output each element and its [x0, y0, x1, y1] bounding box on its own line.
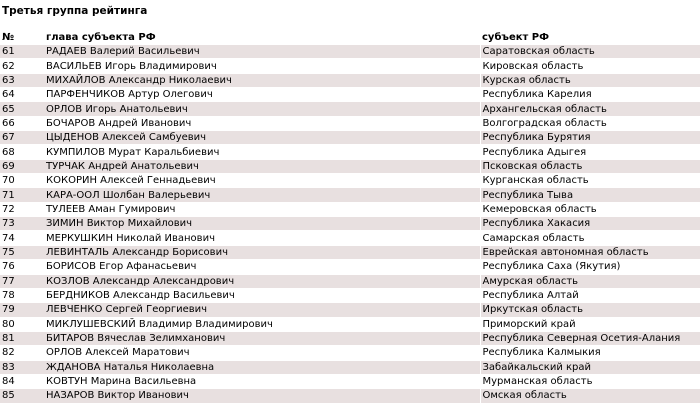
head-name: КАРА-ООЛ Шолбан Валерьевич [44, 188, 480, 202]
row-number: 80 [0, 317, 44, 331]
head-name: БОРИСОВ Егор Афанасьевич [44, 260, 480, 274]
row-number: 74 [0, 231, 44, 245]
subject-name: Самарская область [480, 231, 700, 245]
subject-name: Республика Карелия [480, 88, 700, 102]
table-body [0, 45, 700, 403]
head-name: ТУЛЕЕВ Аман Гумирович [44, 202, 480, 216]
subject-name: Республика Адыгея [480, 145, 700, 159]
head-name: НАЗАРОВ Виктор Иванович [44, 389, 480, 403]
rating-table [0, 30, 700, 404]
row-number: 65 [0, 102, 44, 116]
subject-name: Республика Калмыкия [480, 346, 700, 360]
head-name: ОРЛОВ Игорь Анатольевич [44, 102, 480, 116]
subject-name: Республика Бурятия [480, 131, 700, 145]
table-row [0, 217, 700, 231]
head-name: МИКЛУШЕВСКИЙ Владимир Владимирович [44, 317, 480, 331]
row-number: 64 [0, 88, 44, 102]
subject-name: Забайкальский край [480, 360, 700, 374]
head-name: ПАРФЕНЧИКОВ Артур Олегович [44, 88, 480, 102]
table-row [0, 88, 700, 102]
row-number: 78 [0, 288, 44, 302]
row-number: 61 [0, 45, 44, 59]
subject-name: Мурманская область [480, 374, 700, 388]
table-row [0, 260, 700, 274]
row-number: 84 [0, 374, 44, 388]
row-number: 83 [0, 360, 44, 374]
table-row [0, 59, 700, 73]
head-name: ВАСИЛЬЕВ Игорь Владимирович [44, 59, 480, 73]
head-name: БИТАРОВ Вячеслав Зелимханович [44, 331, 480, 345]
head-name: ОРЛОВ Алексей Маратович [44, 346, 480, 360]
table-row [0, 202, 700, 216]
table-row [0, 116, 700, 130]
column-header-head: глава субъекта РФ [46, 32, 156, 43]
head-name: ЦЫДЕНОВ Алексей Самбуевич [44, 131, 480, 145]
subject-name: Еврейская автономная область [480, 245, 700, 259]
table-row [0, 331, 700, 345]
table-row [0, 245, 700, 259]
table-row [0, 346, 700, 360]
head-name: ЗИМИН Виктор Михайлович [44, 217, 480, 231]
head-name: БОЧАРОВ Андрей Иванович [44, 116, 480, 130]
table-header-row [0, 30, 700, 45]
subject-name: Курская область [480, 73, 700, 87]
subject-name: Приморский край [480, 317, 700, 331]
row-number: 63 [0, 73, 44, 87]
row-number: 76 [0, 260, 44, 274]
head-name: ТУРЧАК Андрей Анатольевич [44, 159, 480, 173]
subject-name: Саратовская область [480, 45, 700, 59]
table-row [0, 102, 700, 116]
table-row [0, 317, 700, 331]
subject-name: Республика Саха (Якутия) [480, 260, 700, 274]
subject-name: Курганская область [480, 174, 700, 188]
head-name: КОЗЛОВ Александр Александрович [44, 274, 480, 288]
subject-name: Иркутская область [480, 303, 700, 317]
row-number: 75 [0, 245, 44, 259]
row-number: 72 [0, 202, 44, 216]
subject-name: Кировская область [480, 59, 700, 73]
head-name: РАДАЕВ Валерий Васильевич [44, 45, 480, 59]
head-name: МИХАЙЛОВ Александр Николаевич [44, 73, 480, 87]
table-row [0, 188, 700, 202]
subject-name: Омская область [480, 389, 700, 403]
table-row [0, 73, 700, 87]
subject-name: Кемеровская область [480, 202, 700, 216]
head-name: КОВТУН Марина Васильевна [44, 374, 480, 388]
row-number: 71 [0, 188, 44, 202]
row-number: 67 [0, 131, 44, 145]
table-row [0, 131, 700, 145]
row-number: 69 [0, 159, 44, 173]
head-name: КУМПИЛОВ Мурат Каральбиевич [44, 145, 480, 159]
table-row [0, 231, 700, 245]
head-name: ЖДАНОВА Наталья Николаевна [44, 360, 480, 374]
row-number: 66 [0, 116, 44, 130]
head-name: МЕРКУШКИН Николай Иванович [44, 231, 480, 245]
row-number: 62 [0, 59, 44, 73]
row-number: 68 [0, 145, 44, 159]
subject-name: Архангельская область [480, 102, 700, 116]
subject-name: Республика Хакасия [480, 217, 700, 231]
head-name: ЛЕВИНТАЛЬ Александр Борисович [44, 245, 480, 259]
page-title: Третья группа рейтинга [2, 5, 148, 17]
table-row [0, 288, 700, 302]
row-number: 79 [0, 303, 44, 317]
table-row [0, 360, 700, 374]
subject-name: Республика Тыва [480, 188, 700, 202]
row-number: 77 [0, 274, 44, 288]
table-row [0, 374, 700, 388]
row-number: 82 [0, 346, 44, 360]
table-row [0, 303, 700, 317]
row-number: 73 [0, 217, 44, 231]
column-header-num: № [2, 32, 15, 43]
table-row [0, 145, 700, 159]
subject-name: Волгоградская область [480, 116, 700, 130]
row-number: 70 [0, 174, 44, 188]
head-name: ЛЕВЧЕНКО Сергей Георгиевич [44, 303, 480, 317]
subject-name: Амурская область [480, 274, 700, 288]
column-header-subject: субъект РФ [482, 32, 550, 43]
subject-name: Республика Алтай [480, 288, 700, 302]
head-name: КОКОРИН Алексей Геннадьевич [44, 174, 480, 188]
table-row [0, 174, 700, 188]
subject-name: Республика Северная Осетия-Алания [480, 331, 700, 345]
row-number: 81 [0, 331, 44, 345]
subject-name: Псковская область [480, 159, 700, 173]
table-row [0, 45, 700, 59]
table-row [0, 389, 700, 403]
table-row [0, 274, 700, 288]
table-row [0, 159, 700, 173]
row-number: 85 [0, 389, 44, 403]
head-name: БЕРДНИКОВ Александр Васильевич [44, 288, 480, 302]
